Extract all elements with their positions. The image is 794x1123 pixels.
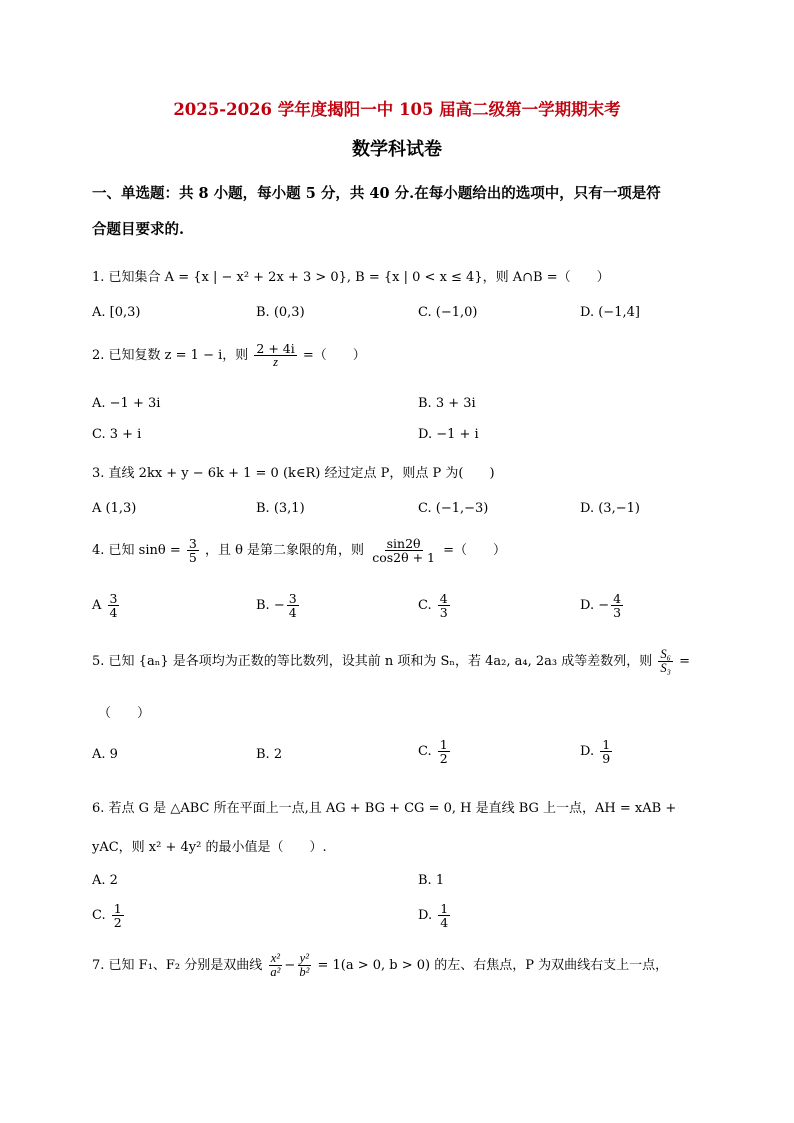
q6-c-frac (112, 902, 124, 929)
question-2-stem (92, 342, 366, 369)
q7-f1-num: x² (270, 951, 281, 965)
q2-fraction (254, 342, 296, 369)
q2-stem-pre: 2. 已知复数 z = 1 − i，则 (92, 348, 249, 364)
q1-option-c: C. (−1,0) (418, 305, 478, 320)
q5-c-den: 2 (439, 751, 448, 767)
q6-option-b: B. 1 (418, 873, 445, 888)
section-heading-line1: 一、单选题：共 8 小题，每小题 5 分，共 40 分.在每小题给出的选项中，只有一项是符 (92, 185, 661, 202)
question-6-line2: yAC，则 x² + 4y² 的最小值是（ ）. (92, 840, 327, 855)
q2-option-d: D. −1 + i (418, 427, 479, 442)
q4-f2-den: cos2θ + 1 (372, 550, 435, 566)
q5-stem-post: = (679, 654, 691, 670)
q7-f1-den: a² (270, 965, 281, 980)
q5-frac-den: S₃ (660, 661, 671, 676)
q4-d-sign: − (598, 598, 610, 614)
question-4-stem (92, 537, 506, 564)
section-heading-line2: 合题目要求的. (92, 221, 185, 238)
question-3-stem: 3. 直线 2kx + y − 6k + 1 = 0 (k∈R) 经过定点 P，则点 P 为( ) (92, 466, 495, 481)
q4-d-label: D. (580, 598, 595, 614)
q3-option-a: A (1,3) (92, 501, 137, 516)
q7-f2-den: b² (299, 965, 310, 980)
q3-option-c: C. (−1,−3) (418, 501, 489, 516)
q7-f2-num: y² (299, 951, 309, 965)
question-6-line1: 6. 若点 G 是 △ABC 所在平面上一点,且 AG + BG + CG = 0, H 是直线 BG 上一点，AH = xAB + (92, 801, 677, 816)
question-1-stem: 1. 已知集合 A = {x | − x² + 2x + 3 > 0}, B = {x | 0 < x ≤ 4}，则 A∩B =（ ） (92, 270, 610, 285)
q2-option-c: C. 3 + i (92, 427, 142, 442)
q5-d-den: 9 (602, 751, 611, 767)
q4-option-d (580, 592, 625, 619)
q3-option-b: B. (3,1) (256, 501, 305, 516)
q6-c-num: 1 (113, 901, 122, 916)
q6-option-c (92, 902, 126, 929)
q4-stem-pre: 4. 已知 sinθ = (92, 543, 181, 559)
q4-c-frac (438, 592, 450, 619)
q5-d-num: 1 (602, 737, 611, 752)
question-5-stem (92, 648, 690, 675)
q4-f1-den: 5 (188, 550, 197, 566)
q5-option-a: A. 9 (92, 747, 118, 762)
q5-c-num: 1 (439, 737, 448, 752)
q1-option-a: A. [0,3) (92, 305, 141, 320)
q4-option-b (256, 592, 301, 619)
q4-c-num: 4 (439, 591, 448, 606)
q4-b-num: 3 (288, 591, 297, 606)
q4-fraction-1 (187, 537, 199, 564)
q5-fraction (658, 648, 673, 675)
q4-d-num: 4 (613, 591, 622, 606)
q2-frac-den: z (273, 355, 278, 370)
exam-title: 2025-2026 学年度揭阳一中 105 届高二级第一学期期末考 (173, 100, 621, 119)
q4-c-label: C. (418, 598, 432, 614)
q4-b-frac (287, 592, 299, 619)
exam-subtitle: 数学科试卷 (352, 139, 442, 160)
q2-option-a: A. −1 + 3i (92, 396, 161, 411)
q5-option-d (580, 738, 614, 765)
q4-a-label: A (92, 598, 102, 614)
q2-option-b: B. 3 + 3i (418, 396, 476, 411)
q4-c-den: 3 (439, 605, 448, 621)
q4-fraction-2 (370, 537, 437, 564)
q3-option-d: D. (3,−1) (580, 501, 640, 516)
q4-stem-post: =（ ） (443, 543, 507, 559)
q7-fraction-1 (268, 952, 282, 979)
q6-d-frac (438, 902, 450, 929)
q4-f2-num: sin2θ (386, 536, 421, 551)
q4-b-sign: − (273, 598, 285, 614)
q4-a-num: 3 (109, 591, 118, 606)
q6-c-label: C. (92, 908, 106, 924)
q4-stem-mid: ，且 θ 是第二象限的角，则 (204, 543, 365, 559)
q7-stem-pre: 7. 已知 F₁、F₂ 分别是双曲线 (92, 958, 263, 974)
q6-d-label: D. (418, 908, 433, 924)
q2-frac-num: 2 + 4i (256, 341, 295, 356)
q7-minus: − (284, 958, 296, 974)
q1-option-d: D. (−1,4] (580, 305, 640, 320)
q4-d-frac (611, 592, 623, 619)
q2-stem-post: =（ ） (302, 348, 366, 364)
q6-option-a: A. 2 (92, 873, 118, 888)
question-7-stem (92, 952, 668, 979)
q7-stem-post: = 1(a > 0, b > 0) 的左、右焦点，P 为双曲线右支上一点， (317, 958, 669, 974)
q6-c-den: 2 (113, 915, 122, 931)
q7-fraction-2 (297, 952, 311, 979)
q5-stem-pre: 5. 已知 {aₙ} 是各项均为正数的等比数列，设其前 n 项和为 Sₙ，若 4a₂, a₄, 2a₃ 成等差数列，则 (92, 654, 653, 670)
q5-option-c (418, 738, 452, 765)
q4-a-frac (108, 592, 120, 619)
q4-option-c (418, 592, 452, 619)
q4-a-den: 4 (109, 605, 118, 621)
q6-d-den: 4 (440, 915, 449, 931)
q5-d-label: D. (580, 744, 595, 760)
q6-option-d (418, 902, 452, 929)
q5-c-frac (438, 738, 450, 765)
q4-b-den: 4 (288, 605, 297, 621)
q5-d-frac (600, 738, 612, 765)
q5-option-b: B. 2 (256, 747, 283, 762)
q6-d-num: 1 (440, 901, 449, 916)
q5-c-label: C. (418, 744, 432, 760)
q4-b-label: B. (256, 598, 270, 614)
q4-d-den: 3 (613, 605, 622, 621)
q4-option-a (92, 592, 121, 619)
q1-option-b: B. (0,3) (256, 305, 305, 320)
q5-stem-line2: （ ） (98, 706, 151, 721)
q4-f1-num: 3 (188, 536, 197, 551)
q5-frac-num: S₆ (660, 647, 671, 661)
